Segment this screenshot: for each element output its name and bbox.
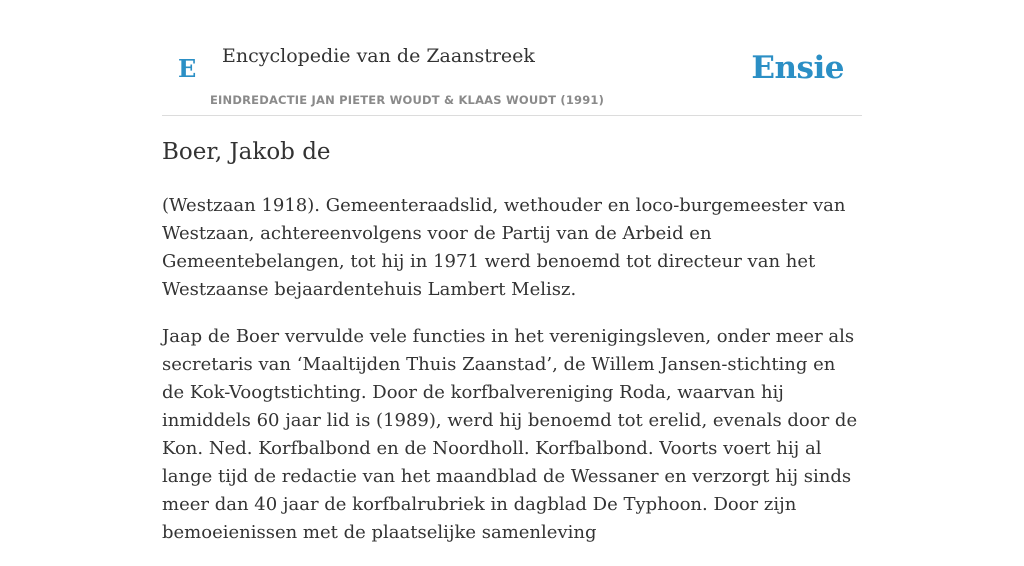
encyclopedia-header (162, 36, 862, 116)
encyclopedia-title-link[interactable]: Encyclopedie van de Zaanstreek (222, 45, 535, 67)
article-title: Boer, Jakob de (162, 139, 331, 165)
article-body (162, 192, 862, 566)
article-paragraph: (Westzaan 1918). Gemeenteraadslid, wethouder en loco-burgemeester van Westzaan, achtereenvolgens voor de Partij van de Arbeid en Gemeentebelangen, tot hij in 1971 werd benoemd tot directeur van het Westzaanse bejaardentehuis Lambert Melisz. (162, 195, 846, 300)
editors-credit: EINDREDACTIE JAN PIETER WOUDT & KLAAS WOUDT (1991) (210, 93, 605, 107)
article-paragraph: Jaap de Boer vervulde vele functies in het verenigingsleven, onder meer als secretaris van ‘Maaltijden Thuis Zaanstad’, de Willem Jansen-stichting en de Kok-Voogtstichting. Door de korfbalvereniging Roda, waarvan hij inmiddels 60 jaar lid is (1989), werd hij benoemd tot erelid, evenals door de Kon. Ned. Korfbalbond en de Noordholl. Korfbalbond. Voorts voert hij al lange tijd de redactie van het maandblad de Wessaner en verzorgt hij sinds meer dan 40 jaar de korfbalrubriek in dagblad De Typhoon. Door zijn bemoeienissen met de plaatselijke samenleving (162, 326, 858, 543)
encyclopedia-logo[interactable]: E (178, 54, 197, 83)
ensie-logo-link[interactable]: Ensie (751, 50, 844, 86)
